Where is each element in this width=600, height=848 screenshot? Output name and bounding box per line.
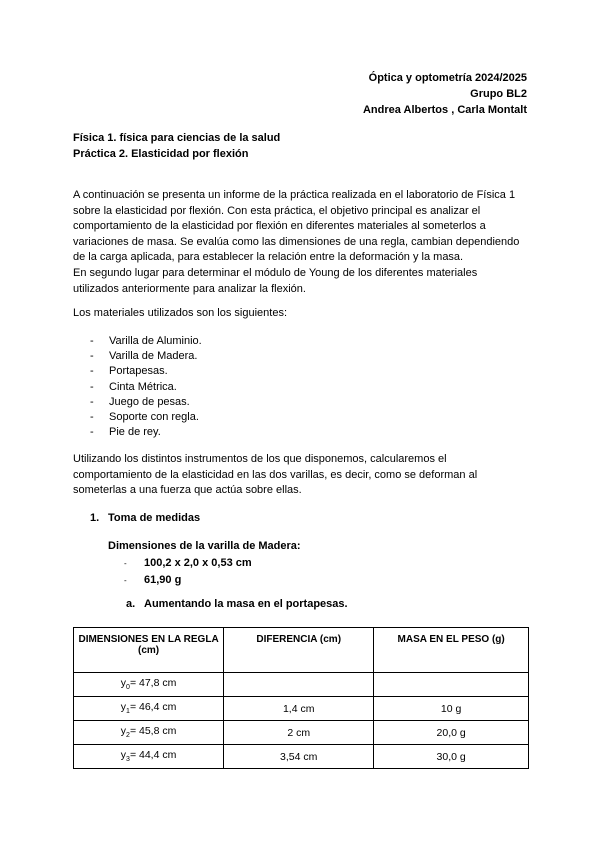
list-item [90, 380, 202, 395]
dimensions-list [124, 555, 252, 589]
usage-paragraph [73, 452, 533, 499]
dimension-cell: $y_3= 44,4$ cm [74, 745, 224, 769]
dimension-cell: $y_1= 46,4$ cm [74, 697, 224, 721]
document-title [73, 130, 280, 162]
bullet: - [90, 380, 94, 393]
bullet: - [90, 426, 94, 439]
material: Soporte con regla. [109, 411, 199, 424]
bullet: - [90, 411, 94, 424]
subsection-title: Aumentando la masa en el portapesas. [144, 598, 348, 610]
material: Pie de rey. [109, 426, 161, 439]
header-dimensions: DIMENSIONES EN LA REGLA (cm) [74, 628, 224, 673]
materials-intro: Los materiales utilizados son los siguientes: [73, 307, 288, 319]
course-line: Óptica y optometría 2024/2025 [368, 72, 527, 84]
mass-cell: 30,0 g [374, 745, 529, 769]
list-item [90, 410, 202, 425]
materials-list [90, 334, 202, 440]
table-row [74, 745, 529, 769]
difference-cell: 1,4 cm [224, 697, 374, 721]
list-item [90, 364, 202, 379]
material: Juego de pesas. [109, 395, 190, 408]
usage-line: comportamiento de la elasticidad en las dos varillas, es decir, como se deforman al [73, 468, 478, 481]
intro-line: sobre la elasticidad por flexión. Con esta práctica, el objetivo principal es analizar el [73, 204, 481, 217]
header-difference: DIFERENCIA (cm) [224, 628, 374, 673]
dimension-value: 100,2 x 2,0 x 0,53 cm [144, 557, 252, 569]
list-item [124, 555, 252, 572]
table-row [74, 721, 529, 745]
document-header [363, 70, 527, 118]
subsection-heading [126, 598, 348, 610]
bullet: - [124, 559, 127, 568]
intro-line: En segundo lugar para determinar el módulo de Young de los diferentes materiales [73, 266, 478, 279]
mass-cell: 10 g [374, 697, 529, 721]
weight-value: 61,90 g [144, 574, 182, 586]
intro-line: de la carga aplicada, para establecer la relación entre la deformación y la masa. [73, 251, 464, 264]
usage-line: Utilizando los distintos instrumentos de los que disponemos, calcularemos el [73, 453, 447, 465]
dimensions-label: Dimensiones de la varilla de Madera: [108, 540, 301, 552]
subsection-letter: a. [126, 598, 136, 610]
table-row [74, 697, 529, 721]
list-item [90, 349, 202, 364]
difference-cell: 3,54 cm [224, 745, 374, 769]
intro-line: A continuación se presenta un informe de la práctica realizada en el laboratorio de Física 1 [73, 189, 516, 201]
dimension-cell: $y_2= 45,8$ cm [74, 721, 224, 745]
header-mass: MASA EN EL PESO (g) [374, 628, 529, 673]
material: Cinta Métrica. [109, 380, 177, 393]
bullet: - [90, 395, 94, 408]
intro-line: utilizados anteriormente para analizar la flexión. [73, 282, 306, 295]
material: Portapesas. [109, 365, 168, 378]
list-item [90, 395, 202, 410]
authors-line: Andrea Albertos , Carla Montalt [362, 104, 527, 116]
bullet: - [90, 350, 94, 363]
bullet: - [124, 576, 127, 585]
list-item [124, 572, 252, 589]
subject-title: Física 1. física para ciencias de la salud [73, 132, 281, 144]
dimension-cell: $y_0= 47,8$ cm [74, 673, 224, 697]
bullet: - [90, 365, 94, 378]
mass-cell: 20,0 g [374, 721, 529, 745]
difference-cell [224, 673, 374, 697]
section-number: 1. [90, 512, 100, 524]
practice-title: Práctica 2. Elasticidad por flexión [73, 148, 249, 160]
group-line: Grupo BL2 [470, 88, 527, 100]
list-item [90, 425, 202, 440]
table-header-row [74, 628, 529, 673]
material: Varilla de Madera. [109, 350, 198, 363]
section-heading [90, 512, 200, 524]
material: Varilla de Aluminio. [109, 335, 202, 347]
usage-line: someterlas a una fuerza que actúa sobre ellas. [73, 484, 302, 497]
measurements-table [73, 627, 529, 769]
section-title: Toma de medidas [108, 512, 201, 524]
table-row [74, 673, 529, 697]
difference-cell: 2 cm [224, 721, 374, 745]
intro-line: comportamiento de la elasticidad por flexión en diferentes materiales al someterlos a [73, 220, 486, 233]
intro-line: variaciones de masa. Se evalúa como las dimensiones de una regla, cambian dependiendo [73, 235, 520, 248]
list-item [90, 334, 202, 349]
intro-paragraph [73, 188, 533, 297]
bullet: - [90, 335, 94, 347]
mass-cell [374, 673, 529, 697]
